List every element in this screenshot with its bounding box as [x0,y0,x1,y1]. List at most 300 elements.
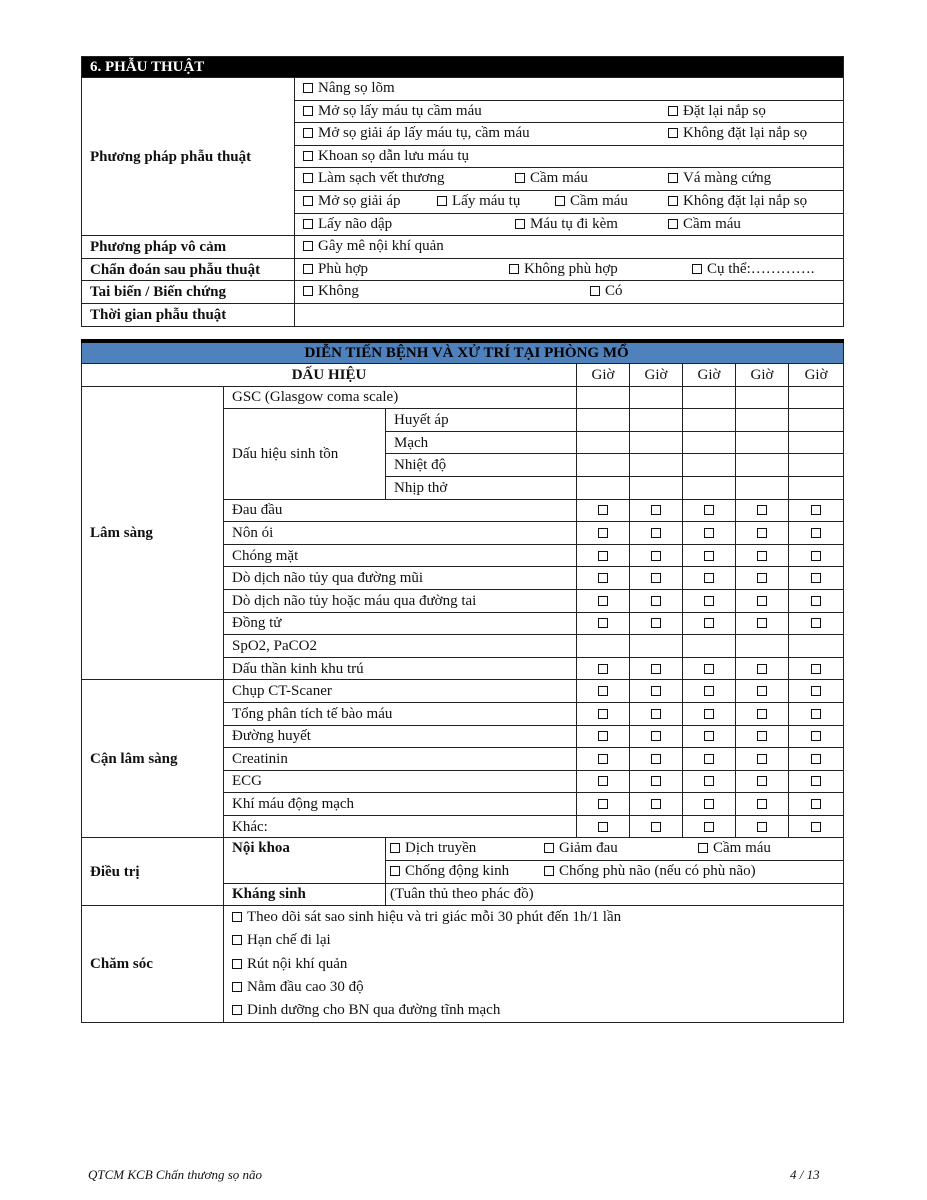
time-cell[interactable] [736,635,789,658]
checkbox-icon[interactable] [811,528,821,538]
method-row-3 [295,123,844,146]
checkbox-cell[interactable] [630,793,683,816]
checkbox-cell[interactable] [736,567,789,590]
checkbox-cell[interactable] [683,657,736,680]
checkbox-icon[interactable] [757,551,767,561]
checkbox-icon[interactable] [544,843,554,853]
checkbox-cell[interactable] [683,499,736,522]
checkbox-cell[interactable] [789,499,844,522]
checkbox-cell[interactable] [577,657,630,680]
care-item[interactable] [232,929,843,952]
option-label: Chống phù não (nếu có phù não) [559,863,756,880]
checkbox-icon[interactable] [598,686,608,696]
checkbox-cell[interactable] [789,612,844,635]
checkbox-icon[interactable] [704,686,714,696]
checkbox-cell[interactable] [736,793,789,816]
complication-label: Tai biến / Biến chứng [82,281,295,304]
checkbox-icon[interactable] [757,618,767,628]
checkbox-icon[interactable] [704,505,714,515]
checkbox-icon[interactable] [811,596,821,606]
checkbox-cell[interactable] [789,680,844,703]
test-label: Đường huyết [224,725,577,748]
care-item-label: Dinh dưỡng cho BN qua đường tĩnh mạch [247,1002,501,1019]
method-row-1 [295,78,844,101]
checkbox-icon[interactable] [757,528,767,538]
time-cell[interactable] [577,454,630,477]
checkbox-icon[interactable] [303,83,313,93]
checkbox-icon[interactable] [811,709,821,719]
checkbox-icon[interactable] [668,219,678,229]
opt-mo-so-lay-mau-tu[interactable] [303,101,482,121]
checkbox-icon[interactable] [651,551,661,561]
checkbox-icon[interactable] [598,731,608,741]
opt-khong-dat-lai-nap-so-2[interactable] [668,191,807,211]
time-cell[interactable] [630,386,683,409]
opt-lam-sach-vet-thuong[interactable] [303,168,444,188]
checkbox-cell[interactable] [630,702,683,725]
checkbox-icon[interactable] [757,709,767,719]
checkbox-cell[interactable] [683,567,736,590]
checkbox-cell[interactable] [630,522,683,545]
checkbox-icon[interactable] [757,754,767,764]
checkbox-cell[interactable] [736,815,789,838]
checkbox-icon[interactable] [598,528,608,538]
checkbox-cell[interactable] [630,770,683,793]
checkbox-cell[interactable] [683,725,736,748]
checkbox-icon[interactable] [232,912,242,922]
checkbox-icon[interactable] [651,709,661,719]
opt-mo-so-giai-ap-lay-mau-tu[interactable] [303,123,530,143]
time-cell[interactable] [630,409,683,432]
checkbox-cell[interactable] [683,612,736,635]
checkbox-icon[interactable] [651,528,661,538]
time-header: Giờ [789,364,844,387]
checkbox-icon[interactable] [704,799,714,809]
checkbox-icon[interactable] [437,196,447,206]
checkbox-cell[interactable] [789,522,844,545]
checkbox-icon[interactable] [704,664,714,674]
option-label: Không [318,283,359,300]
opt-cam-mau-dieu-tri[interactable] [698,838,771,858]
checkbox-icon[interactable] [544,866,554,876]
opt-lay-mau-tu[interactable] [437,191,520,211]
checkbox-icon[interactable] [598,822,608,832]
checkbox-icon[interactable] [598,709,608,719]
checkbox-icon[interactable] [598,573,608,583]
care-label: Chăm sóc [82,906,224,1023]
time-cell[interactable] [683,454,736,477]
opt-phu-hop[interactable] [303,259,368,279]
time-header: Giờ [683,364,736,387]
checkbox-icon[interactable] [811,664,821,674]
opt-va-mang-cung[interactable] [668,168,771,188]
checkbox-cell[interactable] [630,544,683,567]
checkbox-icon[interactable] [651,686,661,696]
opt-dich-truyen[interactable] [390,838,476,858]
checkbox-cell[interactable] [789,702,844,725]
checkbox-icon[interactable] [668,173,678,183]
checkbox-cell[interactable] [683,748,736,771]
checkbox-cell[interactable] [736,544,789,567]
checkbox-cell[interactable] [630,499,683,522]
option-label: Mở sọ lấy máu tụ cầm máu [318,102,482,119]
checkbox-cell[interactable] [736,702,789,725]
checkbox-icon[interactable] [598,596,608,606]
checkbox-cell[interactable] [630,657,683,680]
checkbox-cell[interactable] [789,815,844,838]
opt-khong-phu-hop[interactable] [509,259,618,279]
checkbox-cell[interactable] [736,680,789,703]
checkbox-cell[interactable] [736,522,789,545]
opt-co[interactable] [590,281,623,301]
checkbox-icon[interactable] [598,754,608,764]
time-cell[interactable] [683,409,736,432]
time-cell[interactable] [736,409,789,432]
checkbox-cell[interactable] [736,612,789,635]
checkbox-icon[interactable] [651,731,661,741]
checkbox-icon[interactable] [704,551,714,561]
checkbox-cell[interactable] [736,748,789,771]
checkbox-icon[interactable] [704,822,714,832]
time-cell[interactable] [630,635,683,658]
care-item-label: Hạn chế đi lại [247,932,331,949]
checkbox-icon[interactable] [598,505,608,515]
page-number: 4 / 13 [790,1167,820,1182]
checkbox-cell[interactable] [577,612,630,635]
checkbox-icon[interactable] [811,686,821,696]
sign-label: Dò dịch não tủy qua đường mũi [224,567,577,590]
checkbox-icon[interactable] [232,1005,242,1015]
care-item-label: Nằm đầu cao 30 độ [247,978,364,995]
method-row-4 [295,145,844,168]
checkbox-icon[interactable] [811,551,821,561]
care-item[interactable] [232,953,843,976]
checkbox-cell[interactable] [789,589,844,612]
checkbox-icon[interactable] [757,731,767,741]
time-cell[interactable] [577,431,630,454]
time-cell[interactable] [789,476,844,499]
opt-dat-lai-nap-so[interactable] [668,101,766,121]
option-label: Mở sọ giải áp [318,192,401,209]
checkbox-icon[interactable] [303,219,313,229]
care-item[interactable] [232,906,843,929]
checkbox-icon[interactable] [232,935,242,945]
checkbox-icon[interactable] [704,754,714,764]
checkbox-icon[interactable] [757,505,767,515]
sign-header: DẤU HIỆU [82,364,577,387]
checkbox-icon[interactable] [390,843,400,853]
checkbox-icon[interactable] [668,128,678,138]
option-label: Không phù hợp [524,260,618,277]
checkbox-cell[interactable] [630,725,683,748]
checkbox-icon[interactable] [598,551,608,561]
checkbox-icon[interactable] [668,196,678,206]
option-label: Làm sạch vết thương [318,170,445,187]
checkbox-icon[interactable] [811,822,821,832]
post-diagnosis-label: Chẩn đoán sau phẫu thuật [82,258,295,281]
care-item[interactable] [232,999,843,1022]
checkbox-icon[interactable] [704,709,714,719]
time-cell[interactable] [789,454,844,477]
checkbox-icon[interactable] [598,664,608,674]
option-label: Lấy máu tụ [452,192,521,209]
opt-giam-dau[interactable] [544,838,618,858]
checkbox-icon[interactable] [757,596,767,606]
checkbox-icon[interactable] [811,731,821,741]
checkbox-icon[interactable] [668,106,678,116]
progress-title: DIỄN TIẾN BỆNH VÀ XỬ TRÍ TẠI PHÒNG MỔ [82,341,844,364]
checkbox-icon[interactable] [757,686,767,696]
complication-row [295,281,844,304]
checkbox-icon[interactable] [757,573,767,583]
checkbox-cell[interactable] [577,793,630,816]
checkbox-icon[interactable] [303,264,313,274]
sign-label: Nôn ói [224,522,577,545]
opt-chong-phu-nao[interactable] [544,861,756,881]
checkbox-icon[interactable] [811,573,821,583]
checkbox-cell[interactable] [789,770,844,793]
checkbox-icon[interactable] [303,151,313,161]
care-item-label: Rút nội khí quản [247,955,348,972]
checkbox-icon[interactable] [651,664,661,674]
test-label: Khí máu động mạch [224,793,577,816]
opt-cam-mau-3[interactable] [668,214,741,234]
checkbox-icon[interactable] [515,173,525,183]
time-cell[interactable] [683,386,736,409]
option-label: Chống động kinh [405,863,510,880]
surgery-table [81,56,844,327]
opt-cu-the[interactable] [692,259,815,279]
internal-label: Nội khoa [224,838,386,883]
paraclinical-label: Cận lâm sàng [82,680,224,838]
checkbox-icon[interactable] [515,219,525,229]
checkbox-icon[interactable] [303,128,313,138]
checkbox-cell[interactable] [736,770,789,793]
option-label: Cầm máu [530,170,588,187]
checkbox-icon[interactable] [303,241,313,251]
method-row-2 [295,100,844,123]
option-label: Cầm máu [683,215,741,232]
checkbox-icon[interactable] [704,731,714,741]
checkbox-icon[interactable] [509,264,519,274]
checkbox-icon[interactable] [698,843,708,853]
opt-mau-tu-di-kem[interactable] [515,214,618,234]
time-cell[interactable] [789,386,844,409]
checkbox-icon[interactable] [555,196,565,206]
checkbox-cell[interactable] [683,544,736,567]
vital-label: Nhịp thở [386,476,577,499]
checkbox-cell[interactable] [577,522,630,545]
checkbox-icon[interactable] [811,799,821,809]
checkbox-cell[interactable] [577,680,630,703]
time-cell[interactable] [630,454,683,477]
opt-khong-dat-lai-nap-so[interactable] [668,123,807,143]
progress-table [81,339,844,1023]
opt-chong-dong-kinh[interactable] [390,861,509,881]
time-cell[interactable] [736,454,789,477]
duration-field[interactable] [295,303,844,326]
checkbox-icon[interactable] [303,286,313,296]
sign-label: Chóng mặt [224,544,577,567]
checkbox-icon[interactable] [303,106,313,116]
method-row-7 [295,213,844,236]
test-label: Creatinin [224,748,577,771]
checkbox-cell[interactable] [577,589,630,612]
checkbox-icon[interactable] [651,754,661,764]
time-cell[interactable] [789,635,844,658]
checkbox-icon[interactable] [757,822,767,832]
checkbox-icon[interactable] [704,596,714,606]
time-cell[interactable] [683,635,736,658]
checkbox-icon[interactable] [651,618,661,628]
checkbox-cell[interactable] [683,793,736,816]
opt-gay-me[interactable] [303,236,444,256]
checkbox-icon[interactable] [692,264,702,274]
opt-khoan-so[interactable] [303,146,469,166]
checkbox-cell[interactable] [577,725,630,748]
checkbox-cell[interactable] [577,770,630,793]
time-cell[interactable] [736,431,789,454]
checkbox-icon[interactable] [651,596,661,606]
checkbox-cell[interactable] [789,567,844,590]
option-label: Cầm máu [713,840,771,857]
time-cell[interactable] [577,409,630,432]
opt-khong[interactable] [303,281,359,301]
method-row-6 [295,190,844,213]
checkbox-icon[interactable] [651,776,661,786]
checkbox-icon[interactable] [651,505,661,515]
method-row-5 [295,168,844,191]
checkbox-cell[interactable] [736,589,789,612]
opt-cam-mau-2[interactable] [555,191,628,211]
time-cell[interactable] [577,386,630,409]
checkbox-cell[interactable] [577,702,630,725]
sign-label: Dò dịch não tủy hoặc máu qua đường tai [224,589,577,612]
option-label: Giảm đau [559,840,618,857]
checkbox-icon[interactable] [704,573,714,583]
checkbox-icon[interactable] [704,618,714,628]
time-cell[interactable] [736,476,789,499]
time-cell[interactable] [736,386,789,409]
opt-cam-mau[interactable] [515,168,588,188]
checkbox-icon[interactable] [232,959,242,969]
opt-nang-so-lom[interactable] [303,78,395,98]
test-label: Khác: [224,815,577,838]
time-cell[interactable] [683,431,736,454]
checkbox-cell[interactable] [630,589,683,612]
duration-label: Thời gian phẫu thuật [82,303,295,326]
checkbox-cell[interactable] [630,680,683,703]
checkbox-cell[interactable] [736,499,789,522]
checkbox-icon[interactable] [811,754,821,764]
checkbox-cell[interactable] [577,748,630,771]
option-label: Dịch truyền [405,840,477,857]
checkbox-icon[interactable] [651,573,661,583]
checkbox-cell[interactable] [683,702,736,725]
checkbox-icon[interactable] [811,776,821,786]
vital-label: Mạch [386,431,577,454]
section-title: 6. PHẪU THUẬT [82,57,844,78]
time-header: Giờ [577,364,630,387]
checkbox-icon[interactable] [757,664,767,674]
checkbox-icon[interactable] [704,776,714,786]
checkbox-cell[interactable] [789,725,844,748]
checkbox-cell[interactable] [683,680,736,703]
checkbox-icon[interactable] [232,982,242,992]
time-cell[interactable] [577,635,630,658]
checkbox-icon[interactable] [590,286,600,296]
opt-lay-nao-dap[interactable] [303,214,392,234]
time-cell[interactable] [630,431,683,454]
checkbox-cell[interactable] [736,657,789,680]
antibiotic-value: (Tuân thủ theo phác đồ) [386,883,844,906]
opt-mo-so-giai-ap[interactable] [303,191,401,211]
option-label: Phù hợp [318,260,369,277]
checkbox-icon[interactable] [303,173,313,183]
time-cell[interactable] [789,409,844,432]
option-label: Vá màng cứng [683,170,772,187]
checkbox-cell[interactable] [789,657,844,680]
checkbox-icon[interactable] [303,196,313,206]
checkbox-cell[interactable] [630,612,683,635]
vital-label: Huyết áp [386,409,577,432]
checkbox-cell[interactable] [683,770,736,793]
checkbox-icon[interactable] [811,505,821,515]
checkbox-cell[interactable] [789,544,844,567]
checkbox-cell[interactable] [683,815,736,838]
time-cell[interactable] [789,431,844,454]
checkbox-icon[interactable] [390,866,400,876]
checkbox-cell[interactable] [577,815,630,838]
checkbox-cell[interactable] [630,748,683,771]
checkbox-icon[interactable] [651,822,661,832]
treatment-label: Điều trị [82,838,224,906]
anesthesia-row [295,236,844,259]
option-label: Khoan sọ dẫn lưu máu tụ [318,147,470,164]
checkbox-icon[interactable] [811,618,821,628]
option-label: Mở sọ giải áp lấy máu tụ, cầm máu [318,125,530,142]
checkbox-cell[interactable] [683,522,736,545]
checkbox-icon[interactable] [598,618,608,628]
spo2-label: SpO2, PaCO2 [224,635,577,658]
checkbox-cell[interactable] [683,589,736,612]
time-cell[interactable] [577,476,630,499]
checkbox-cell[interactable] [577,567,630,590]
checkbox-icon[interactable] [757,776,767,786]
option-label: Gây mê nội khí quản [318,238,444,255]
checkbox-cell[interactable] [789,748,844,771]
checkbox-cell[interactable] [577,544,630,567]
time-cell[interactable] [630,476,683,499]
focal-label: Dấu thần kinh khu trú [224,657,577,680]
checkbox-icon[interactable] [757,799,767,809]
checkbox-cell[interactable] [736,725,789,748]
checkbox-icon[interactable] [598,776,608,786]
option-label: Lấy não dập [318,215,393,232]
care-item[interactable] [232,976,843,999]
vital-label: Nhiệt độ [386,454,577,477]
checkbox-icon[interactable] [704,528,714,538]
checkbox-cell[interactable] [577,499,630,522]
checkbox-cell[interactable] [630,567,683,590]
option-label: Cụ thể:…………. [707,260,815,277]
post-diagnosis-row [295,258,844,281]
checkbox-cell[interactable] [630,815,683,838]
time-cell[interactable] [683,476,736,499]
checkbox-icon[interactable] [651,799,661,809]
checkbox-icon[interactable] [598,799,608,809]
checkbox-cell[interactable] [789,793,844,816]
